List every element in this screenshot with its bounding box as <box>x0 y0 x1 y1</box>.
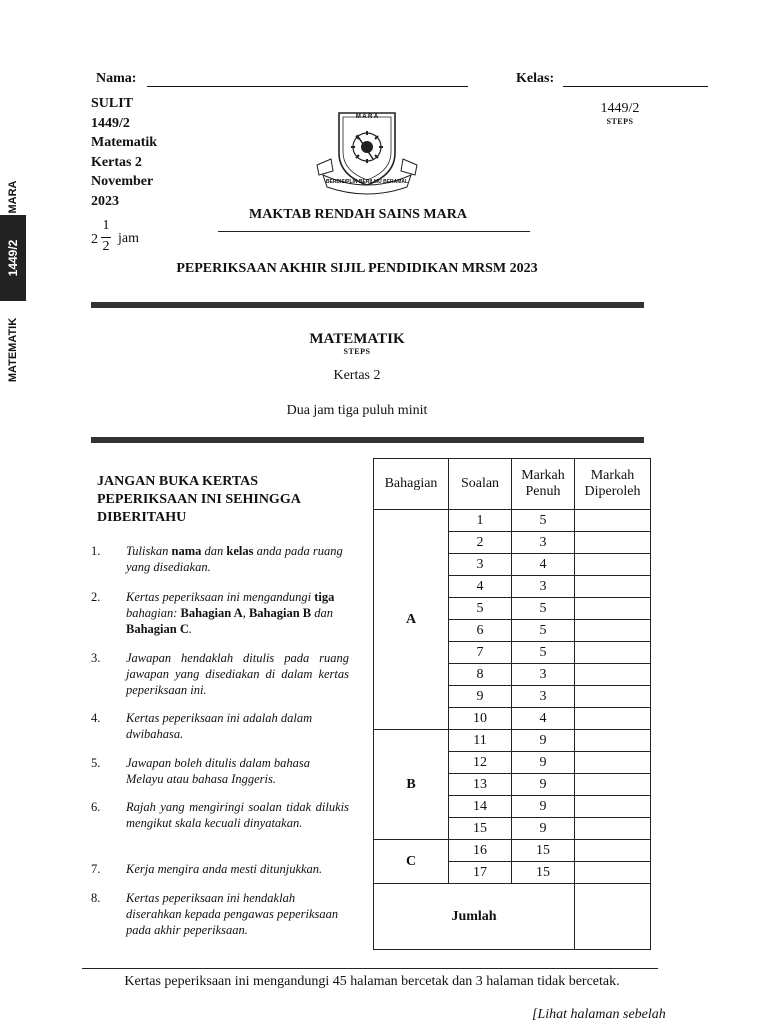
question-number: 10 <box>449 708 512 730</box>
instructions-heading-line: JANGAN BUKA KERTAS <box>97 474 259 489</box>
instruction-number: 4. <box>91 711 101 725</box>
full-marks: 9 <box>512 730 575 752</box>
instruction-number: 3. <box>91 651 101 665</box>
marks-table <box>373 458 651 950</box>
full-marks: 9 <box>512 818 575 840</box>
question-number: 4 <box>449 576 512 598</box>
question-number: 14 <box>449 796 512 818</box>
header-month: November <box>91 174 154 189</box>
side-tab-code: 1449/2 <box>0 215 26 301</box>
full-marks: 4 <box>512 708 575 730</box>
full-marks: 3 <box>512 532 575 554</box>
marks-obtained-cell[interactable] <box>575 840 651 862</box>
question-number: 11 <box>449 730 512 752</box>
marks-obtained-cell[interactable] <box>575 818 651 840</box>
duration-numerator: 1 <box>102 218 110 233</box>
header-section: Bahagian <box>374 459 449 510</box>
marks-obtained-cell[interactable] <box>575 642 651 664</box>
marks-obtained-cell[interactable] <box>575 620 651 642</box>
full-marks: 5 <box>512 620 575 642</box>
instruction-number: 6. <box>91 800 101 814</box>
instruction-text: Kertas peperiksaan ini hendaklah diserahkan kepada pengawas peperiksaan pada akhir peperiksaan. <box>126 891 339 937</box>
header-question: Soalan <box>449 459 512 510</box>
full-marks: 4 <box>512 554 575 576</box>
header-subject: Matematik <box>91 135 158 150</box>
instruction-number: 7. <box>91 862 101 876</box>
instruction-text: Kertas peperiksaan ini mengandungi tiga bahagian: Bahagian A, Bahagian B dan Bahagian C. <box>126 590 335 636</box>
marks-obtained-cell[interactable] <box>575 576 651 598</box>
side-tab-subject: MATEMATIK <box>7 317 19 383</box>
section-label: B <box>374 730 449 840</box>
table-header-row <box>374 459 651 510</box>
marks-obtained-cell[interactable] <box>575 796 651 818</box>
marks-obtained-cell[interactable] <box>575 532 651 554</box>
marks-obtained-cell[interactable] <box>575 730 651 752</box>
marks-obtained-cell[interactable] <box>575 664 651 686</box>
instructions-heading <box>97 473 357 527</box>
header-paper: Kertas 2 <box>91 154 142 170</box>
question-number: 15 <box>449 818 512 840</box>
full-marks: 3 <box>512 664 575 686</box>
instruction-text: Jawapan boleh ditulis dalam bahasa Melayu atau bahasa Inggeris. <box>126 756 311 786</box>
marks-obtained-cell[interactable] <box>575 686 651 708</box>
instruction-text: Kerja mengira anda mesti ditunjukkan. <box>126 862 323 876</box>
marks-obtained-cell[interactable] <box>575 510 651 532</box>
header-steps-right: STEPS <box>606 117 634 126</box>
full-marks: 3 <box>512 576 575 598</box>
marks-obtained-cell[interactable] <box>575 774 651 796</box>
question-number: 2 <box>449 532 512 554</box>
subject-title: MATEMATIK <box>309 331 405 347</box>
question-number: 12 <box>449 752 512 774</box>
header-marks-obtained: Markah Diperoleh <box>575 459 651 510</box>
full-marks: 15 <box>512 862 575 884</box>
header-full-marks: Markah Penuh <box>512 459 575 510</box>
header-left-block <box>91 94 157 211</box>
question-number: 13 <box>449 774 512 796</box>
time-label: Dua jam tiga puluh minit <box>286 403 428 418</box>
subject-steps: STEPS <box>343 347 371 356</box>
divider-top <box>91 302 644 308</box>
question-number: 6 <box>449 620 512 642</box>
full-marks: 9 <box>512 752 575 774</box>
instruction-text: Jawapan hendaklah ditulis pada ruang jawapan yang disediakan di dalam kertas peperiksaan ini. <box>126 651 349 697</box>
header-sulit: SULIT <box>91 96 134 111</box>
table-row <box>374 510 651 532</box>
footer-rule <box>82 968 658 969</box>
question-number: 5 <box>449 598 512 620</box>
question-number: 17 <box>449 862 512 884</box>
instruction-text: Rajah yang mengiringi soalan tidak dilukis mengikut skala kecuali dinyatakan. <box>126 800 349 830</box>
question-number: 7 <box>449 642 512 664</box>
table-row <box>374 840 651 862</box>
page-count-note: Kertas peperiksaan ini mengandungi 45 halaman bercetak dan 3 halaman tidak bercetak. <box>124 974 620 989</box>
marks-obtained-cell[interactable] <box>575 598 651 620</box>
name-label: Nama: <box>96 71 137 86</box>
turn-page-note: [Lihat halaman sebelah <box>532 1007 666 1022</box>
header-year: 2023 <box>91 193 119 209</box>
paper-label: Kertas 2 <box>333 368 381 383</box>
instruction-number: 1. <box>91 544 101 558</box>
table-row <box>374 730 651 752</box>
instruction-text: Tuliskan nama dan kelas anda pada ruang yang disediakan. <box>126 544 343 574</box>
full-marks: 3 <box>512 686 575 708</box>
institution-underline <box>218 231 530 232</box>
instruction-number: 8. <box>91 891 101 905</box>
total-marks-cell[interactable] <box>575 884 651 950</box>
divider-middle <box>91 437 644 443</box>
header-code-right: 1449/2 <box>600 101 640 116</box>
class-field-line[interactable] <box>563 86 708 87</box>
marks-obtained-cell[interactable] <box>575 752 651 774</box>
logo-top-text: M A R A <box>355 114 379 120</box>
total-label: Jumlah <box>374 884 575 950</box>
name-field-line[interactable] <box>147 86 468 87</box>
marks-table-wrapper <box>373 458 651 950</box>
instruction-number: 2. <box>91 590 101 604</box>
section-label: A <box>374 510 449 730</box>
logo-banner-text: BERDISIPLIN BERILMU BERAMAL <box>325 179 409 185</box>
question-number: 3 <box>449 554 512 576</box>
duration-denominator: 2 <box>102 239 110 254</box>
question-number: 9 <box>449 686 512 708</box>
instructions-heading-line: DIBERITAHU <box>97 510 187 525</box>
instructions-heading-line: PEPERIKSAAN INI SEHINGGA <box>97 492 301 507</box>
header-code: 1449/2 <box>91 115 130 131</box>
mrsm-logo <box>309 105 425 195</box>
side-tab-mara: MARA <box>7 180 19 214</box>
duration-whole: 2 <box>91 232 98 247</box>
marks-obtained-cell[interactable] <box>575 554 651 576</box>
exam-title: PEPERIKSAAN AKHIR SIJIL PENDIDIKAN MRSM 2023 <box>176 261 538 276</box>
side-tab <box>0 160 26 390</box>
full-marks: 9 <box>512 774 575 796</box>
full-marks: 5 <box>512 510 575 532</box>
marks-obtained-cell[interactable] <box>575 708 651 730</box>
class-label: Kelas: <box>516 71 555 86</box>
full-marks: 15 <box>512 840 575 862</box>
instructions-list <box>91 543 353 943</box>
question-number: 1 <box>449 510 512 532</box>
question-number: 16 <box>449 840 512 862</box>
instruction-number: 5. <box>91 756 101 770</box>
duration-unit: jam <box>118 231 139 246</box>
institution-name: MAKTAB RENDAH SAINS MARA <box>249 207 467 222</box>
fraction-bar <box>101 237 111 238</box>
full-marks: 9 <box>512 796 575 818</box>
full-marks: 5 <box>512 642 575 664</box>
total-row <box>374 884 651 950</box>
full-marks: 5 <box>512 598 575 620</box>
instruction-text: Kertas peperiksaan ini adalah dalam dwibahasa. <box>126 711 313 741</box>
question-number: 8 <box>449 664 512 686</box>
marks-obtained-cell[interactable] <box>575 862 651 884</box>
section-label: C <box>374 840 449 884</box>
